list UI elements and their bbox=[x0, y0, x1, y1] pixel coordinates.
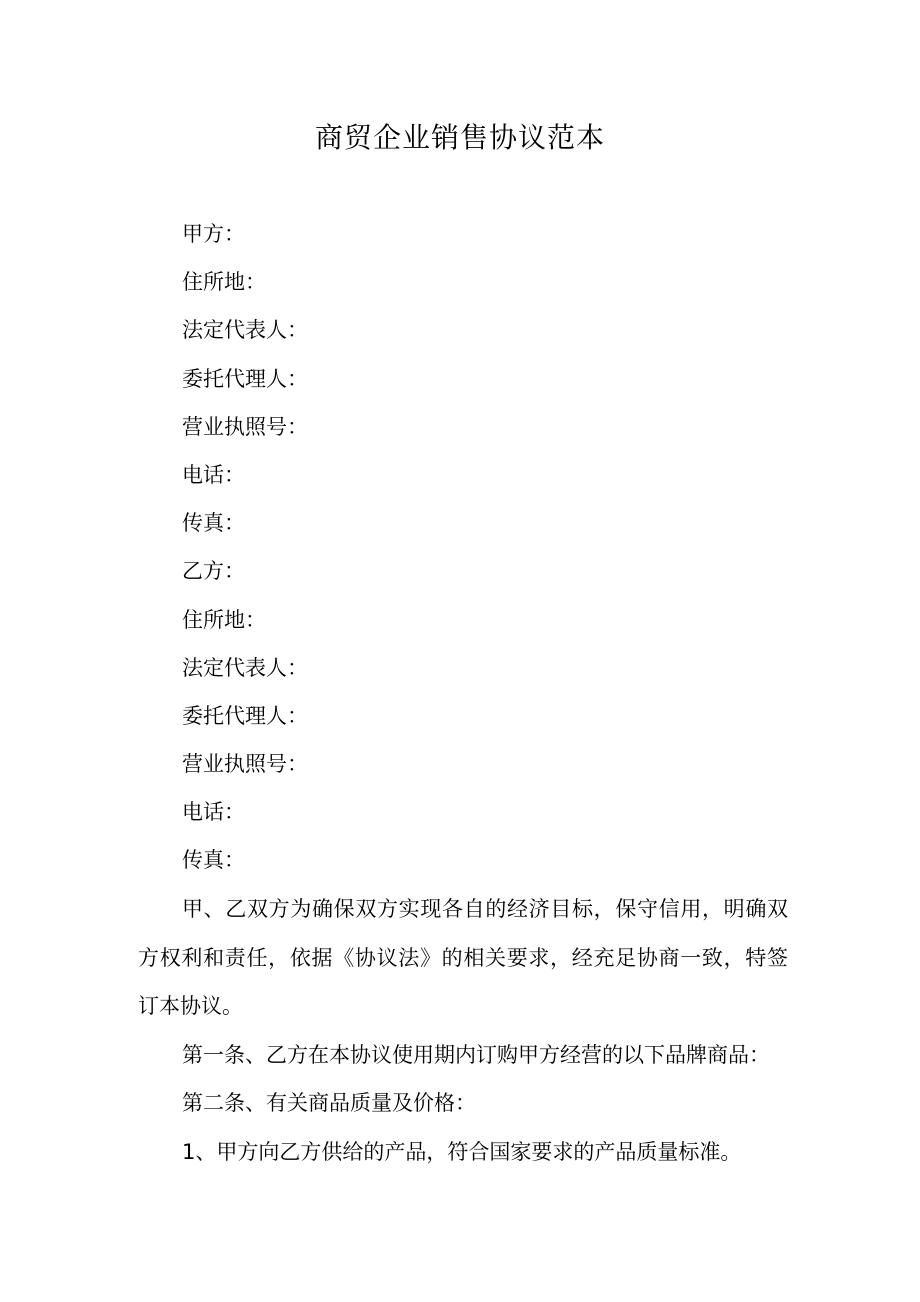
article-2-paragraph: 第二条、有关商品质量及价格： bbox=[182, 1091, 476, 1115]
document-title: 商贸企业销售协议范本 bbox=[314, 121, 605, 154]
party-b-address-label: 住所地： bbox=[182, 607, 266, 632]
party-b-legal-rep-label: 法定代表人： bbox=[182, 655, 308, 680]
party-a-legal-rep-label: 法定代表人： bbox=[182, 318, 308, 343]
party-b-label: 乙方： bbox=[182, 559, 245, 584]
party-b-fax-label: 传真： bbox=[182, 848, 245, 873]
party-a-address-label: 住所地： bbox=[182, 270, 266, 295]
party-a-label: 甲方： bbox=[182, 222, 245, 246]
party-a-agent-label: 委托代理人： bbox=[182, 366, 308, 391]
party-b-phone-label: 电话： bbox=[182, 800, 245, 825]
party-b-license-label: 营业执照号： bbox=[182, 752, 308, 777]
article-2-item-1-paragraph: 1、甲方向乙方供给的产品，符合国家要求的产品质量标准。 bbox=[182, 1139, 742, 1164]
party-a-phone-label: 电话： bbox=[182, 462, 245, 487]
article-1-paragraph: 第一条、乙方在本协议使用期内订购甲方经营的以下品牌商品： bbox=[182, 1042, 770, 1067]
preamble-paragraph: 甲、乙双方为确保双方实现各自的经济目标，保守信用，明确双方权利和责任，依据《协议法》的相关要求，经充足协商一致，特签订本协议。 bbox=[138, 897, 788, 1018]
party-a-fax-label: 传真： bbox=[182, 511, 245, 536]
party-b-agent-label: 委托代理人： bbox=[182, 703, 308, 728]
agreement-body bbox=[138, 885, 788, 1176]
party-info-list bbox=[182, 210, 782, 885]
party-a-license-label: 营业执照号： bbox=[182, 414, 308, 439]
